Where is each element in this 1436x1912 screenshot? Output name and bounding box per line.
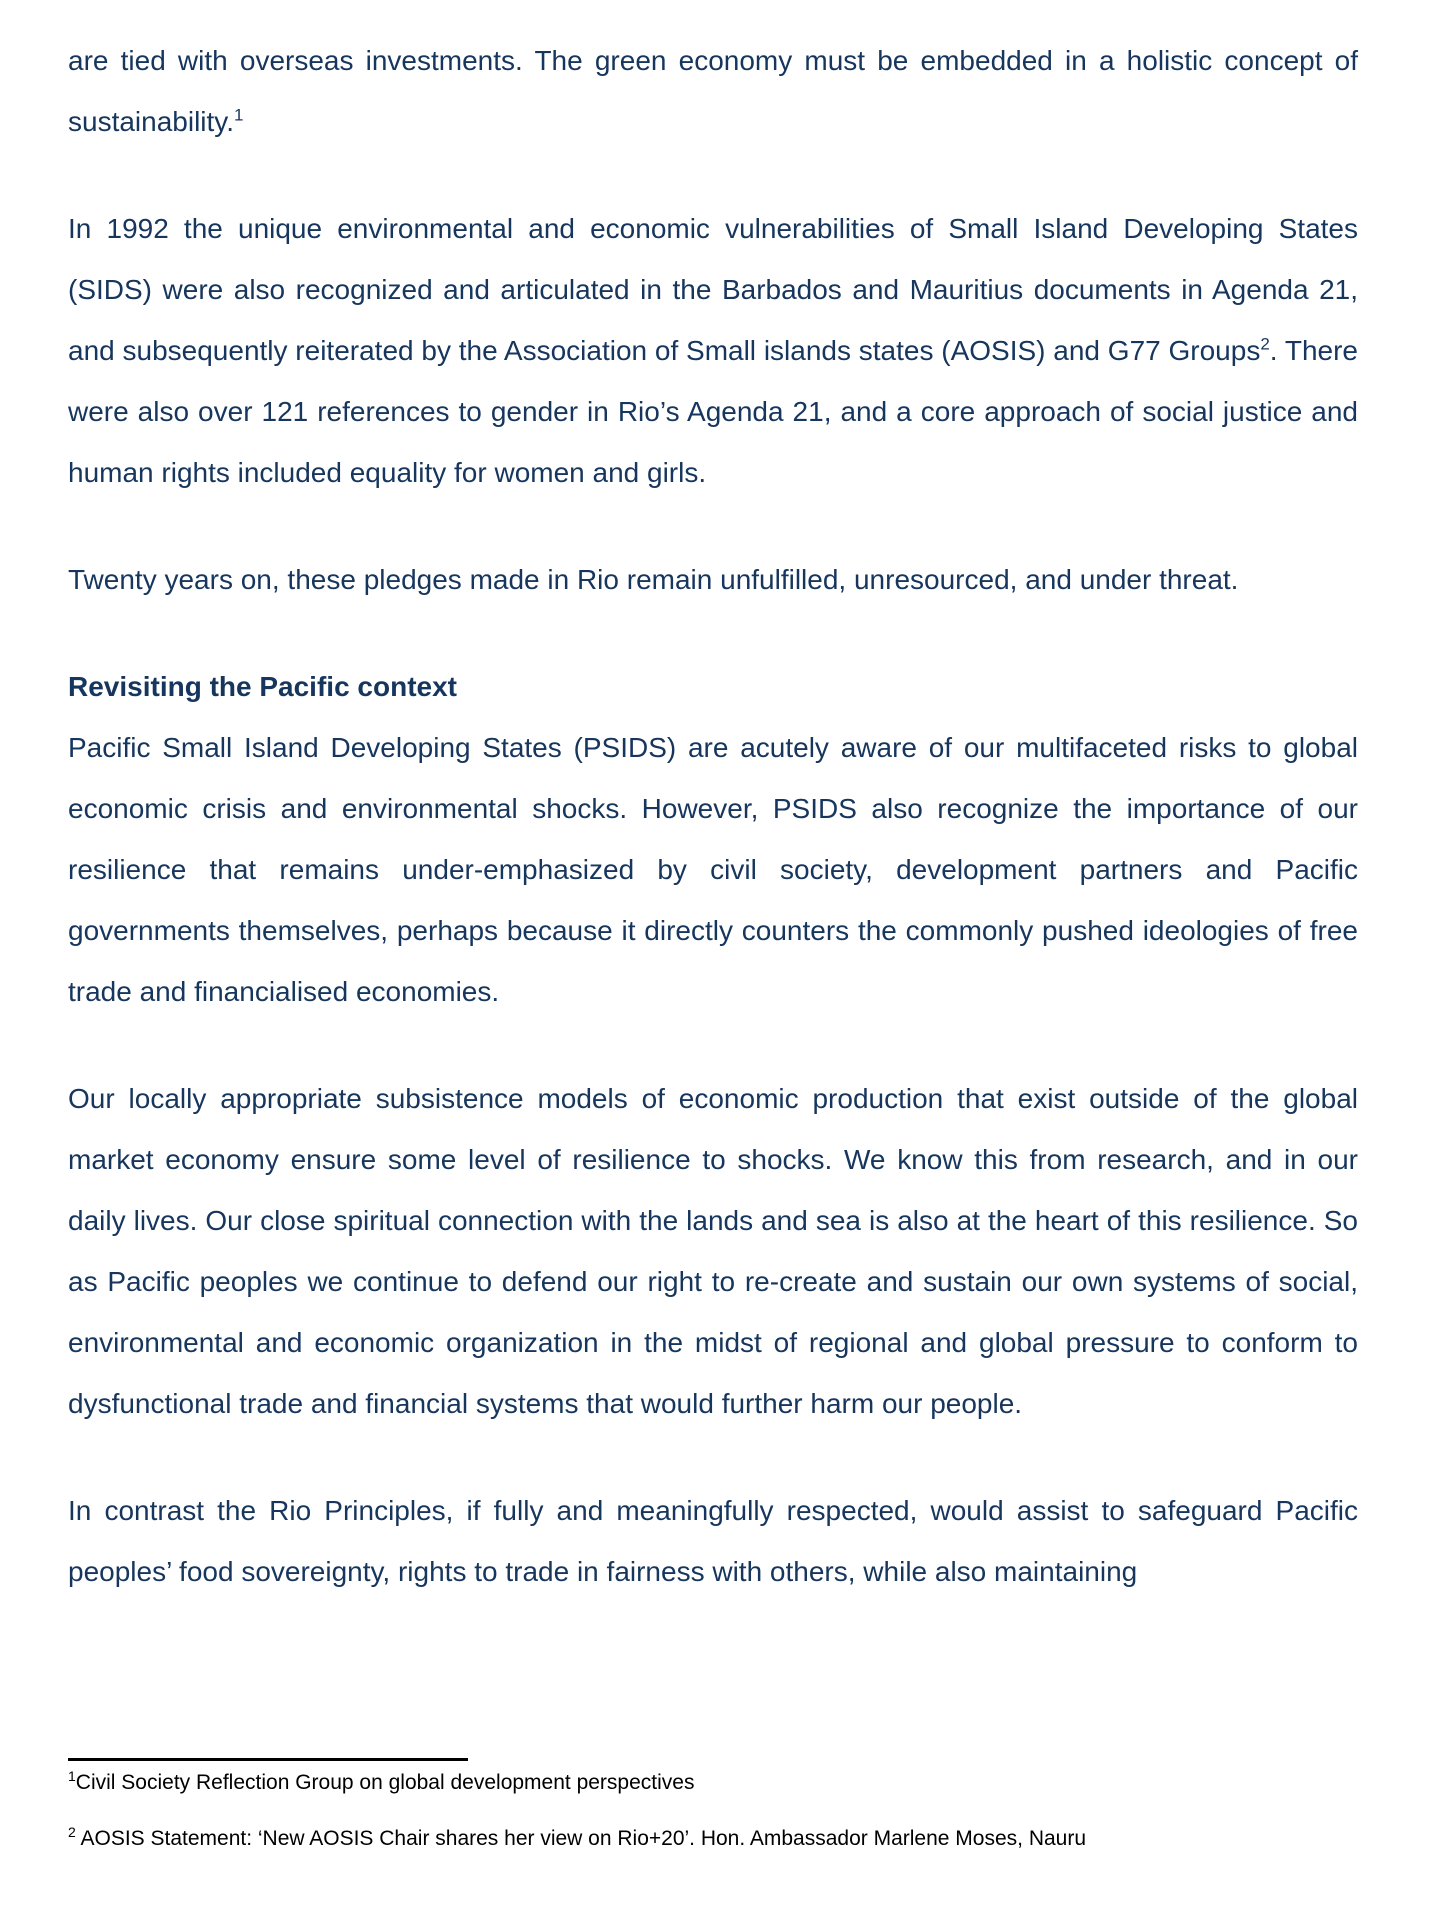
footnote-text: AOSIS Statement: ‘New AOSIS Chair shares her view on Rio+20’. Hon. Ambassador Marlene Moses, Nauru [75,1827,1087,1850]
footnote-text: Civil Society Reflection Group on global development perspectives [75,1771,695,1794]
footnote-2 [68,1824,1358,1854]
paragraph-subsistence: Our locally appropriate subsistence models of economic production that exist outside of the global market economy ensure some level of resilience to shocks. We know this from research, and in our daily lives. Our close spiritual connection with the lands and sea is also at the heart of this resilience. So as Pacific peoples we continue to defend our right to re-create and sustain our own systems of social, environmental and economic organization in the midst of regional and global pressure to conform to dysfunctional trade and financial systems that would further harm our people. [68,1083,1358,1419]
paragraph-rio-principles: In contrast the Rio Principles, if fully and meaningfully respected, would assist to safeguard Pacific peoples’ food sovereignty, rights to trade in fairness with others, while also maintaining [68,1495,1358,1587]
paragraph-green-economy [68,30,1358,152]
footnote-1 [68,1768,1358,1798]
footnote-number: 2 [68,1824,76,1840]
footnote-number: 1 [68,1768,76,1784]
document-page [68,30,1358,1648]
paragraph-sids-1992 [68,198,1358,503]
section-heading: Revisiting the Pacific context [68,671,457,702]
footnotes [68,1768,1358,1880]
paragraph-twenty-years: Twenty years on, these pledges made in Rio remain unfulfilled, unresourced, and under threat. [68,564,1239,595]
paragraph-text: In 1992 the unique environmental and economic vulnerabilities of Small Island Developing States (SIDS) were also recognized and articulated in the Barbados and Mauritius documents in Agenda 21, and subsequently reiterated by the Association of Small islands states (AOSIS) and G77 Groups [68,213,1358,366]
paragraph-text: are tied with overseas investments. The green economy must be embedded in a holistic concept of sustainability. [68,45,1358,137]
footnote-ref-1[interactable]: 1 [234,105,244,125]
footnote-separator [68,1758,468,1761]
paragraph-text: . There were also over 121 references to gender in Rio’s Agenda 21, and a core approach of social justice and human rights included equality for women and girls. [68,335,1359,488]
footnote-ref-2[interactable]: 2 [1260,334,1270,354]
paragraph-psids: Pacific Small Island Developing States (PSIDS) are acutely aware of our multifaceted risks to global economic crisis and environmental shocks. However, PSIDS also recognize the importance of our resilience that remains under-emphasized by civil society, development partners and Pacific governments themselves, perhaps because it directly counters the commonly pushed ideologies of free trade and financialised economies. [68,732,1358,1007]
